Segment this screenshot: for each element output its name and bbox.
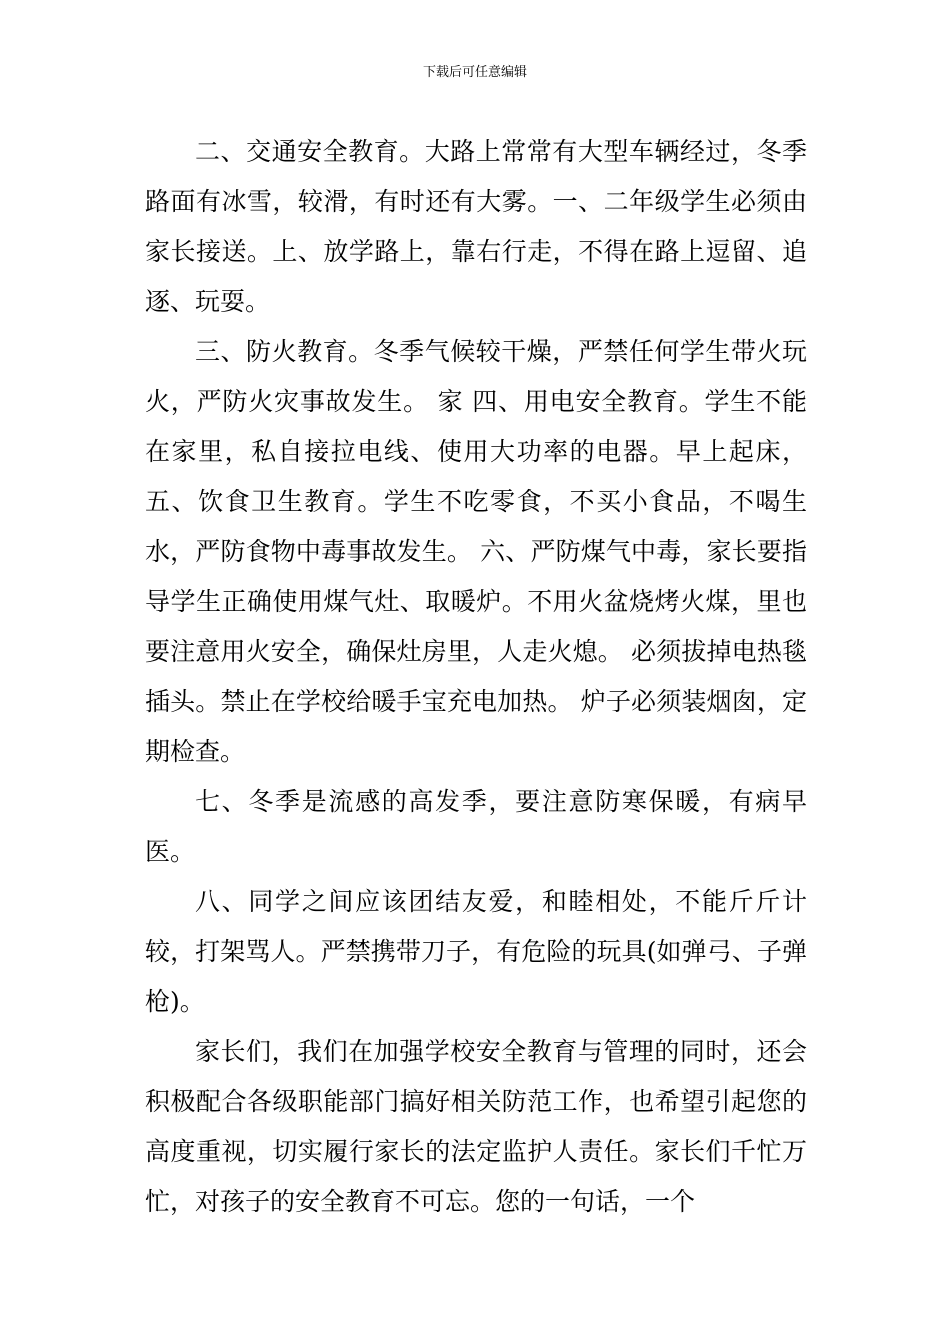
paragraph-fire-safety: 三、防火教育。冬季气候较干燥，严禁任何学生带火玩火，严防火灾事故发生。 家 四、用电安全教育。学生不能在家里，私自接拉电线、使用大功率的电器。早上起床， 五、饮食卫生教育。学生不吃零食，不买小食品，不喝生水，严防食物中毒事故发生。 六、严防煤气中毒，家长要指导学生正确使用煤气灶、取暖炉。不用火盆烧烤火煤，里也要注意用火安全，确保灶房里，人走火熄。 必须拔掉电热毯插头。禁止在学校给暖手宝充电加热。 炉子必须装烟囱，定期检查。 <box>145 337 807 766</box>
paragraph-classmates: 八、同学之间应该团结友爱，和睦相处，不能斤斤计较，打架骂人。严禁携带刀子，有危险的玩具(如弹弓、子弹枪)。 <box>145 887 807 1016</box>
paragraph-parents: 家长们，我们在加强学校安全教育与管理的同时，还会积极配合各级职能部门搞好相关防范工作，也希望引起您的高度重视，切实履行家长的法定监护人责任。家长们千忙万忙，对孩子的安全教育不可忘。您的一句话，一个 <box>145 1037 807 1216</box>
header-note: 下载后可任意编辑 <box>422 65 527 80</box>
document-body <box>145 127 807 1227</box>
paragraph-traffic-safety: 二、交通安全教育。大路上常常有大型车辆经过，冬季路面有冰雪，较滑，有时还有大雾。一、二年级学生必须由家长接送。上、放学路上，靠右行走，不得在路上逗留、追逐、玩耍。 <box>145 137 807 316</box>
paragraph-flu-season: 七、冬季是流感的高发季，要注意防寒保暖，有病早医。 <box>145 787 807 866</box>
